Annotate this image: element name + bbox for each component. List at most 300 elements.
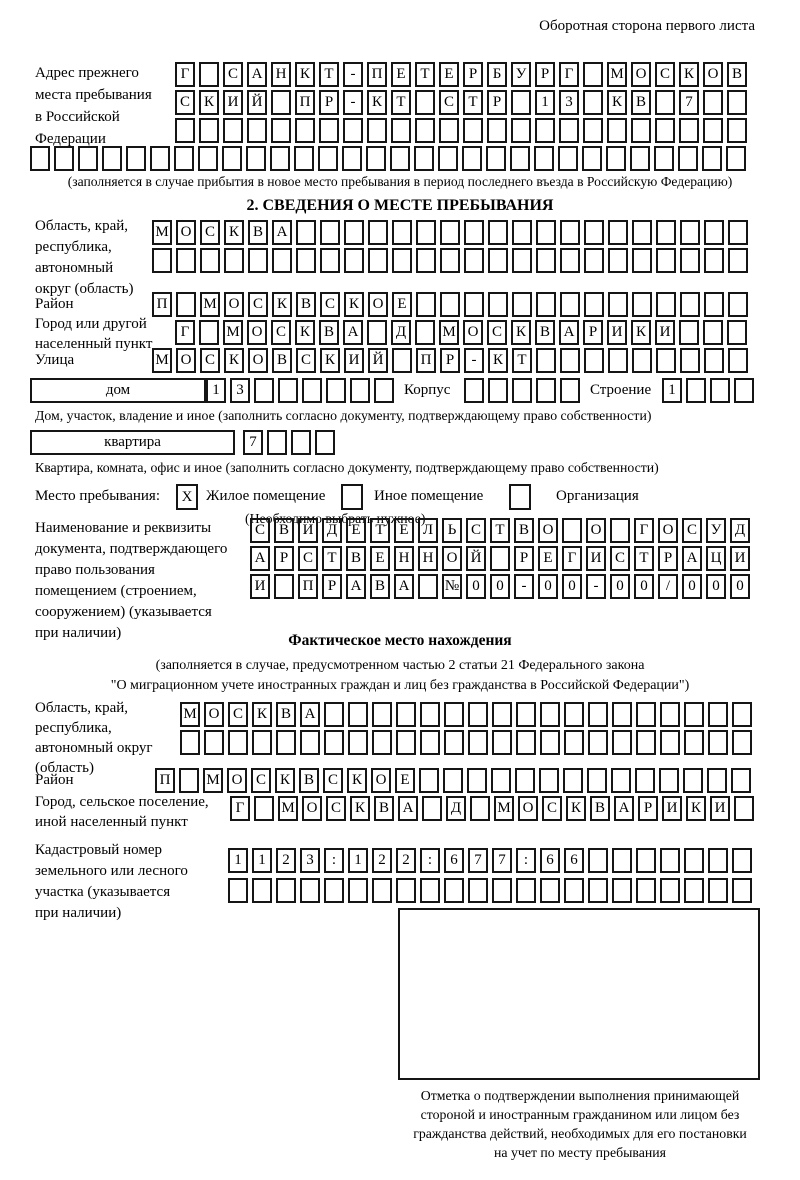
prev-address-note: (заполняется в случае прибытия в новое место пребывания в период последнего въезда в Российскую Федерацию) — [67, 174, 733, 189]
stay-type-checkbox-other-premises — [341, 484, 363, 510]
char-box — [176, 248, 196, 273]
char-box: Р — [274, 546, 294, 571]
char-box: М — [152, 348, 172, 373]
char-box — [440, 292, 460, 317]
char-box — [444, 702, 464, 727]
confirmation-stamp-box — [398, 908, 760, 1080]
char-box — [536, 292, 556, 317]
char-box: А — [614, 796, 634, 821]
char-box: В — [727, 62, 747, 87]
char-box — [464, 378, 484, 403]
char-box: - — [586, 574, 606, 599]
char-box: Р — [463, 62, 483, 87]
char-box — [319, 118, 339, 143]
char-box — [630, 146, 650, 171]
stay-type-label: Место пребывания: — [35, 488, 160, 504]
char-box — [708, 878, 728, 903]
char-box — [300, 878, 320, 903]
char-box: С — [326, 796, 346, 821]
char-box — [274, 574, 294, 599]
page-side-note: Оборотная сторона первого листа — [539, 18, 755, 34]
char-box: О — [463, 320, 483, 345]
char-box: И — [344, 348, 364, 373]
char-box — [536, 348, 556, 373]
char-box — [608, 248, 628, 273]
char-box — [468, 702, 488, 727]
char-box — [703, 118, 723, 143]
char-box — [320, 220, 340, 245]
char-box — [708, 848, 728, 873]
char-box — [492, 878, 512, 903]
actual-location-note-line-2: "О миграционном учете иностранных граждан и лиц без гражданства в Российской Федерации") — [110, 678, 690, 693]
char-box — [318, 146, 338, 171]
char-box: Д — [730, 518, 750, 543]
char-box — [464, 220, 484, 245]
char-box: Е — [392, 292, 412, 317]
char-box — [152, 248, 172, 273]
char-box: 0 — [562, 574, 582, 599]
apartment-caption: Квартира, комната, офис и иное (заполнить согласно документу, подтверждающему право собственности) — [35, 460, 659, 475]
char-box: П — [298, 574, 318, 599]
char-box — [176, 292, 196, 317]
char-box — [248, 248, 268, 273]
char-box: 3 — [300, 848, 320, 873]
char-box: 2 — [396, 848, 416, 873]
char-box: 1 — [206, 378, 226, 403]
char-box: Г — [175, 62, 195, 87]
char-box — [443, 768, 463, 793]
char-box — [415, 118, 435, 143]
char-box: К — [252, 702, 272, 727]
char-box: М — [607, 62, 627, 87]
char-box — [708, 730, 728, 755]
char-box: 1 — [228, 848, 248, 873]
char-box — [680, 348, 700, 373]
char-box: 0 — [466, 574, 486, 599]
confirmation-stamp-caption: Отметка о подтверждении выполнения принимающей стороной и иностранным гражданином или лицом без гражданства действий, необходимых для его постановки на учет по месту пребывания — [413, 1088, 747, 1160]
char-box: М — [180, 702, 200, 727]
char-box — [296, 248, 316, 273]
char-box — [416, 292, 436, 317]
char-box: О — [227, 768, 247, 793]
stay-type-checkbox-residential: X — [176, 484, 198, 510]
char-box: - — [464, 348, 484, 373]
char-box — [419, 768, 439, 793]
char-box: О — [518, 796, 538, 821]
char-box — [350, 378, 370, 403]
char-box: В — [319, 320, 339, 345]
district-label: Район — [35, 296, 74, 312]
char-box — [396, 730, 416, 755]
char-box — [660, 848, 680, 873]
char-box: Й — [368, 348, 388, 373]
char-box: В — [535, 320, 555, 345]
char-box — [492, 730, 512, 755]
char-box — [126, 146, 146, 171]
char-box: И — [655, 320, 675, 345]
actual-city-label: Город, сельское поселение, иной населенный пункт — [35, 794, 209, 830]
char-box — [516, 702, 536, 727]
char-box: Г — [559, 62, 579, 87]
char-box — [704, 292, 724, 317]
char-box: В — [374, 796, 394, 821]
stay-type-note: (Необходимо выбрать нужное) — [245, 511, 426, 526]
char-box: С — [298, 546, 318, 571]
char-box: № — [442, 574, 462, 599]
char-box: Р — [440, 348, 460, 373]
char-box — [536, 378, 556, 403]
char-box — [636, 878, 656, 903]
char-box: 6 — [540, 848, 560, 873]
actual-city-row — [230, 796, 758, 821]
char-box — [468, 878, 488, 903]
char-box: И — [607, 320, 627, 345]
char-box — [536, 248, 556, 273]
char-box — [583, 62, 603, 87]
char-box — [584, 220, 604, 245]
char-box: Б — [487, 62, 507, 87]
char-box — [560, 248, 580, 273]
char-box — [512, 248, 532, 273]
char-box — [180, 730, 200, 755]
char-box — [636, 730, 656, 755]
char-box — [588, 702, 608, 727]
char-box: Т — [415, 62, 435, 87]
region-row-2 — [152, 248, 752, 273]
prev-address-row-4 — [30, 146, 750, 171]
char-box: К — [350, 796, 370, 821]
char-box: О — [368, 292, 388, 317]
char-box — [679, 118, 699, 143]
char-box — [254, 796, 274, 821]
char-box — [420, 878, 440, 903]
char-box — [612, 730, 632, 755]
char-box — [415, 320, 435, 345]
char-box: А — [300, 702, 320, 727]
char-box: Г — [175, 320, 195, 345]
char-box: М — [494, 796, 514, 821]
char-box: / — [658, 574, 678, 599]
char-box — [632, 220, 652, 245]
stroenie-label: Строение — [590, 382, 652, 398]
char-box: В — [370, 574, 390, 599]
char-box: Д — [391, 320, 411, 345]
char-box — [78, 146, 98, 171]
char-box — [179, 768, 199, 793]
char-box: О — [224, 292, 244, 317]
char-box — [686, 378, 706, 403]
char-box — [683, 768, 703, 793]
char-box — [612, 848, 632, 873]
char-box — [492, 702, 512, 727]
char-box — [659, 768, 679, 793]
char-box — [324, 878, 344, 903]
char-box: 0 — [634, 574, 654, 599]
char-box — [704, 220, 724, 245]
char-box — [512, 378, 532, 403]
document-row-1 — [250, 518, 754, 543]
char-box: Р — [319, 90, 339, 115]
char-box — [584, 348, 604, 373]
char-box — [348, 878, 368, 903]
house-number-row — [206, 378, 398, 403]
char-box — [560, 292, 580, 317]
char-box — [464, 292, 484, 317]
char-box: К — [607, 90, 627, 115]
char-box: С — [610, 546, 630, 571]
char-box: 0 — [730, 574, 750, 599]
char-box — [587, 768, 607, 793]
char-box: С — [223, 62, 243, 87]
char-box — [416, 220, 436, 245]
char-box — [490, 546, 510, 571]
char-box — [588, 730, 608, 755]
char-box — [560, 378, 580, 403]
char-box: 1 — [535, 90, 555, 115]
char-box — [315, 430, 335, 455]
char-box: К — [488, 348, 508, 373]
char-box — [391, 118, 411, 143]
char-box: В — [590, 796, 610, 821]
char-box: А — [247, 62, 267, 87]
char-box — [487, 118, 507, 143]
char-box — [684, 730, 704, 755]
char-box — [276, 730, 296, 755]
char-box — [516, 730, 536, 755]
char-box: О — [248, 348, 268, 373]
char-box: И — [586, 546, 606, 571]
char-box — [660, 730, 680, 755]
char-box — [684, 878, 704, 903]
char-box: Т — [512, 348, 532, 373]
char-box: М — [439, 320, 459, 345]
char-box: Г — [562, 546, 582, 571]
char-box: А — [272, 220, 292, 245]
char-box: 7 — [492, 848, 512, 873]
char-box — [704, 348, 724, 373]
char-box: 7 — [679, 90, 699, 115]
char-box: 0 — [610, 574, 630, 599]
char-box — [439, 118, 459, 143]
char-box — [392, 248, 412, 273]
char-box — [372, 730, 392, 755]
char-box — [540, 702, 560, 727]
char-box — [324, 702, 344, 727]
char-box: Л — [418, 518, 438, 543]
char-box — [582, 146, 602, 171]
char-box: Д — [322, 518, 342, 543]
char-box — [732, 702, 752, 727]
cadastral-label: Кадастровый номер земельного или лесного участка (указывается при наличии) — [35, 842, 188, 921]
char-box — [204, 730, 224, 755]
char-box — [420, 702, 440, 727]
char-box — [302, 378, 322, 403]
char-box: Р — [322, 574, 342, 599]
char-box: М — [203, 768, 223, 793]
char-box — [488, 292, 508, 317]
char-box: Г — [634, 518, 654, 543]
char-box — [632, 248, 652, 273]
char-box: 6 — [444, 848, 464, 873]
char-box: С — [228, 702, 248, 727]
char-box — [320, 248, 340, 273]
actual-location-title: Фактическое место нахождения — [288, 632, 512, 649]
char-box: Т — [370, 518, 390, 543]
char-box: С — [251, 768, 271, 793]
char-box — [491, 768, 511, 793]
stay-type-checkbox-organization — [509, 484, 531, 510]
char-box — [488, 248, 508, 273]
char-box — [728, 292, 748, 317]
char-box: П — [152, 292, 172, 317]
char-box — [343, 118, 363, 143]
char-box — [102, 146, 122, 171]
char-box — [418, 574, 438, 599]
char-box: Е — [370, 546, 390, 571]
char-box — [539, 768, 559, 793]
char-box — [468, 730, 488, 755]
char-box: - — [514, 574, 534, 599]
house-caption: Дом, участок, владение и иное (заполнить согласно документу, подтверждающему право собственности) — [35, 408, 652, 423]
char-box — [702, 146, 722, 171]
char-box — [678, 146, 698, 171]
char-box — [535, 118, 555, 143]
char-box — [444, 878, 464, 903]
char-box — [563, 768, 583, 793]
char-box: 2 — [276, 848, 296, 873]
korpus-row — [464, 378, 584, 403]
char-box: 0 — [538, 574, 558, 599]
char-box — [660, 878, 680, 903]
char-box: К — [275, 768, 295, 793]
char-box — [654, 146, 674, 171]
char-box — [440, 248, 460, 273]
char-box: К — [295, 320, 315, 345]
char-box: В — [346, 546, 366, 571]
city-label: Город или другой населенный пункт — [35, 316, 153, 352]
char-box — [372, 878, 392, 903]
char-box: П — [155, 768, 175, 793]
char-box — [228, 878, 248, 903]
char-box — [610, 518, 630, 543]
char-box — [515, 768, 535, 793]
char-box — [368, 248, 388, 273]
prev-address-row-1 — [175, 62, 751, 87]
char-box: К — [295, 62, 315, 87]
char-box — [228, 730, 248, 755]
char-box — [324, 730, 344, 755]
char-box — [511, 118, 531, 143]
char-box — [270, 146, 290, 171]
char-box — [708, 702, 728, 727]
char-box: П — [367, 62, 387, 87]
char-box — [396, 878, 416, 903]
char-box: С — [323, 768, 343, 793]
char-box — [732, 730, 752, 755]
char-box: Т — [463, 90, 483, 115]
char-box — [732, 848, 752, 873]
char-box: К — [347, 768, 367, 793]
actual-district-label: Район — [35, 772, 74, 788]
char-box: В — [296, 292, 316, 317]
char-box: Д — [446, 796, 466, 821]
apartment-number-row — [243, 430, 339, 455]
cadastral-row-1 — [228, 848, 756, 873]
char-box — [611, 768, 631, 793]
char-box — [726, 146, 746, 171]
char-box — [731, 768, 751, 793]
char-box: 1 — [662, 378, 682, 403]
char-box — [608, 292, 628, 317]
char-box: С — [542, 796, 562, 821]
char-box: И — [710, 796, 730, 821]
char-box: 0 — [682, 574, 702, 599]
char-box — [680, 292, 700, 317]
char-box — [636, 702, 656, 727]
char-box: О — [371, 768, 391, 793]
char-box: С — [200, 348, 220, 373]
street-label: Улица — [35, 352, 75, 368]
char-box — [296, 220, 316, 245]
char-box — [728, 220, 748, 245]
char-box: В — [299, 768, 319, 793]
char-box: М — [152, 220, 172, 245]
char-box — [342, 146, 362, 171]
char-box — [344, 220, 364, 245]
char-box — [252, 878, 272, 903]
char-box: П — [416, 348, 436, 373]
char-box: Е — [538, 546, 558, 571]
char-box: : — [324, 848, 344, 873]
char-box: О — [442, 546, 462, 571]
char-box: В — [514, 518, 534, 543]
char-box — [348, 702, 368, 727]
char-box: А — [394, 574, 414, 599]
stay-type-option-organization-label: Организация — [556, 488, 639, 504]
char-box — [679, 320, 699, 345]
char-box — [632, 292, 652, 317]
char-box — [534, 146, 554, 171]
char-box: А — [343, 320, 363, 345]
char-box: О — [658, 518, 678, 543]
stay-type-option-other-premises-label: Иное помещение — [374, 488, 484, 504]
char-box: С — [655, 62, 675, 87]
char-box: Р — [658, 546, 678, 571]
char-box: Р — [514, 546, 534, 571]
char-box — [684, 702, 704, 727]
document-row-2 — [250, 546, 754, 571]
char-box: К — [199, 90, 219, 115]
char-box — [680, 220, 700, 245]
char-box — [199, 320, 219, 345]
char-box — [656, 248, 676, 273]
char-box — [174, 146, 194, 171]
char-box: О — [538, 518, 558, 543]
char-box: А — [398, 796, 418, 821]
cadastral-row-2 — [228, 878, 756, 903]
char-box — [583, 118, 603, 143]
char-box: О — [176, 348, 196, 373]
char-box: С — [175, 90, 195, 115]
prev-address-row-2 — [175, 90, 751, 115]
char-box: Р — [583, 320, 603, 345]
char-box: Т — [490, 518, 510, 543]
char-box: К — [631, 320, 651, 345]
char-box — [246, 146, 266, 171]
char-box — [422, 796, 442, 821]
char-box — [326, 378, 346, 403]
char-box: 3 — [559, 90, 579, 115]
